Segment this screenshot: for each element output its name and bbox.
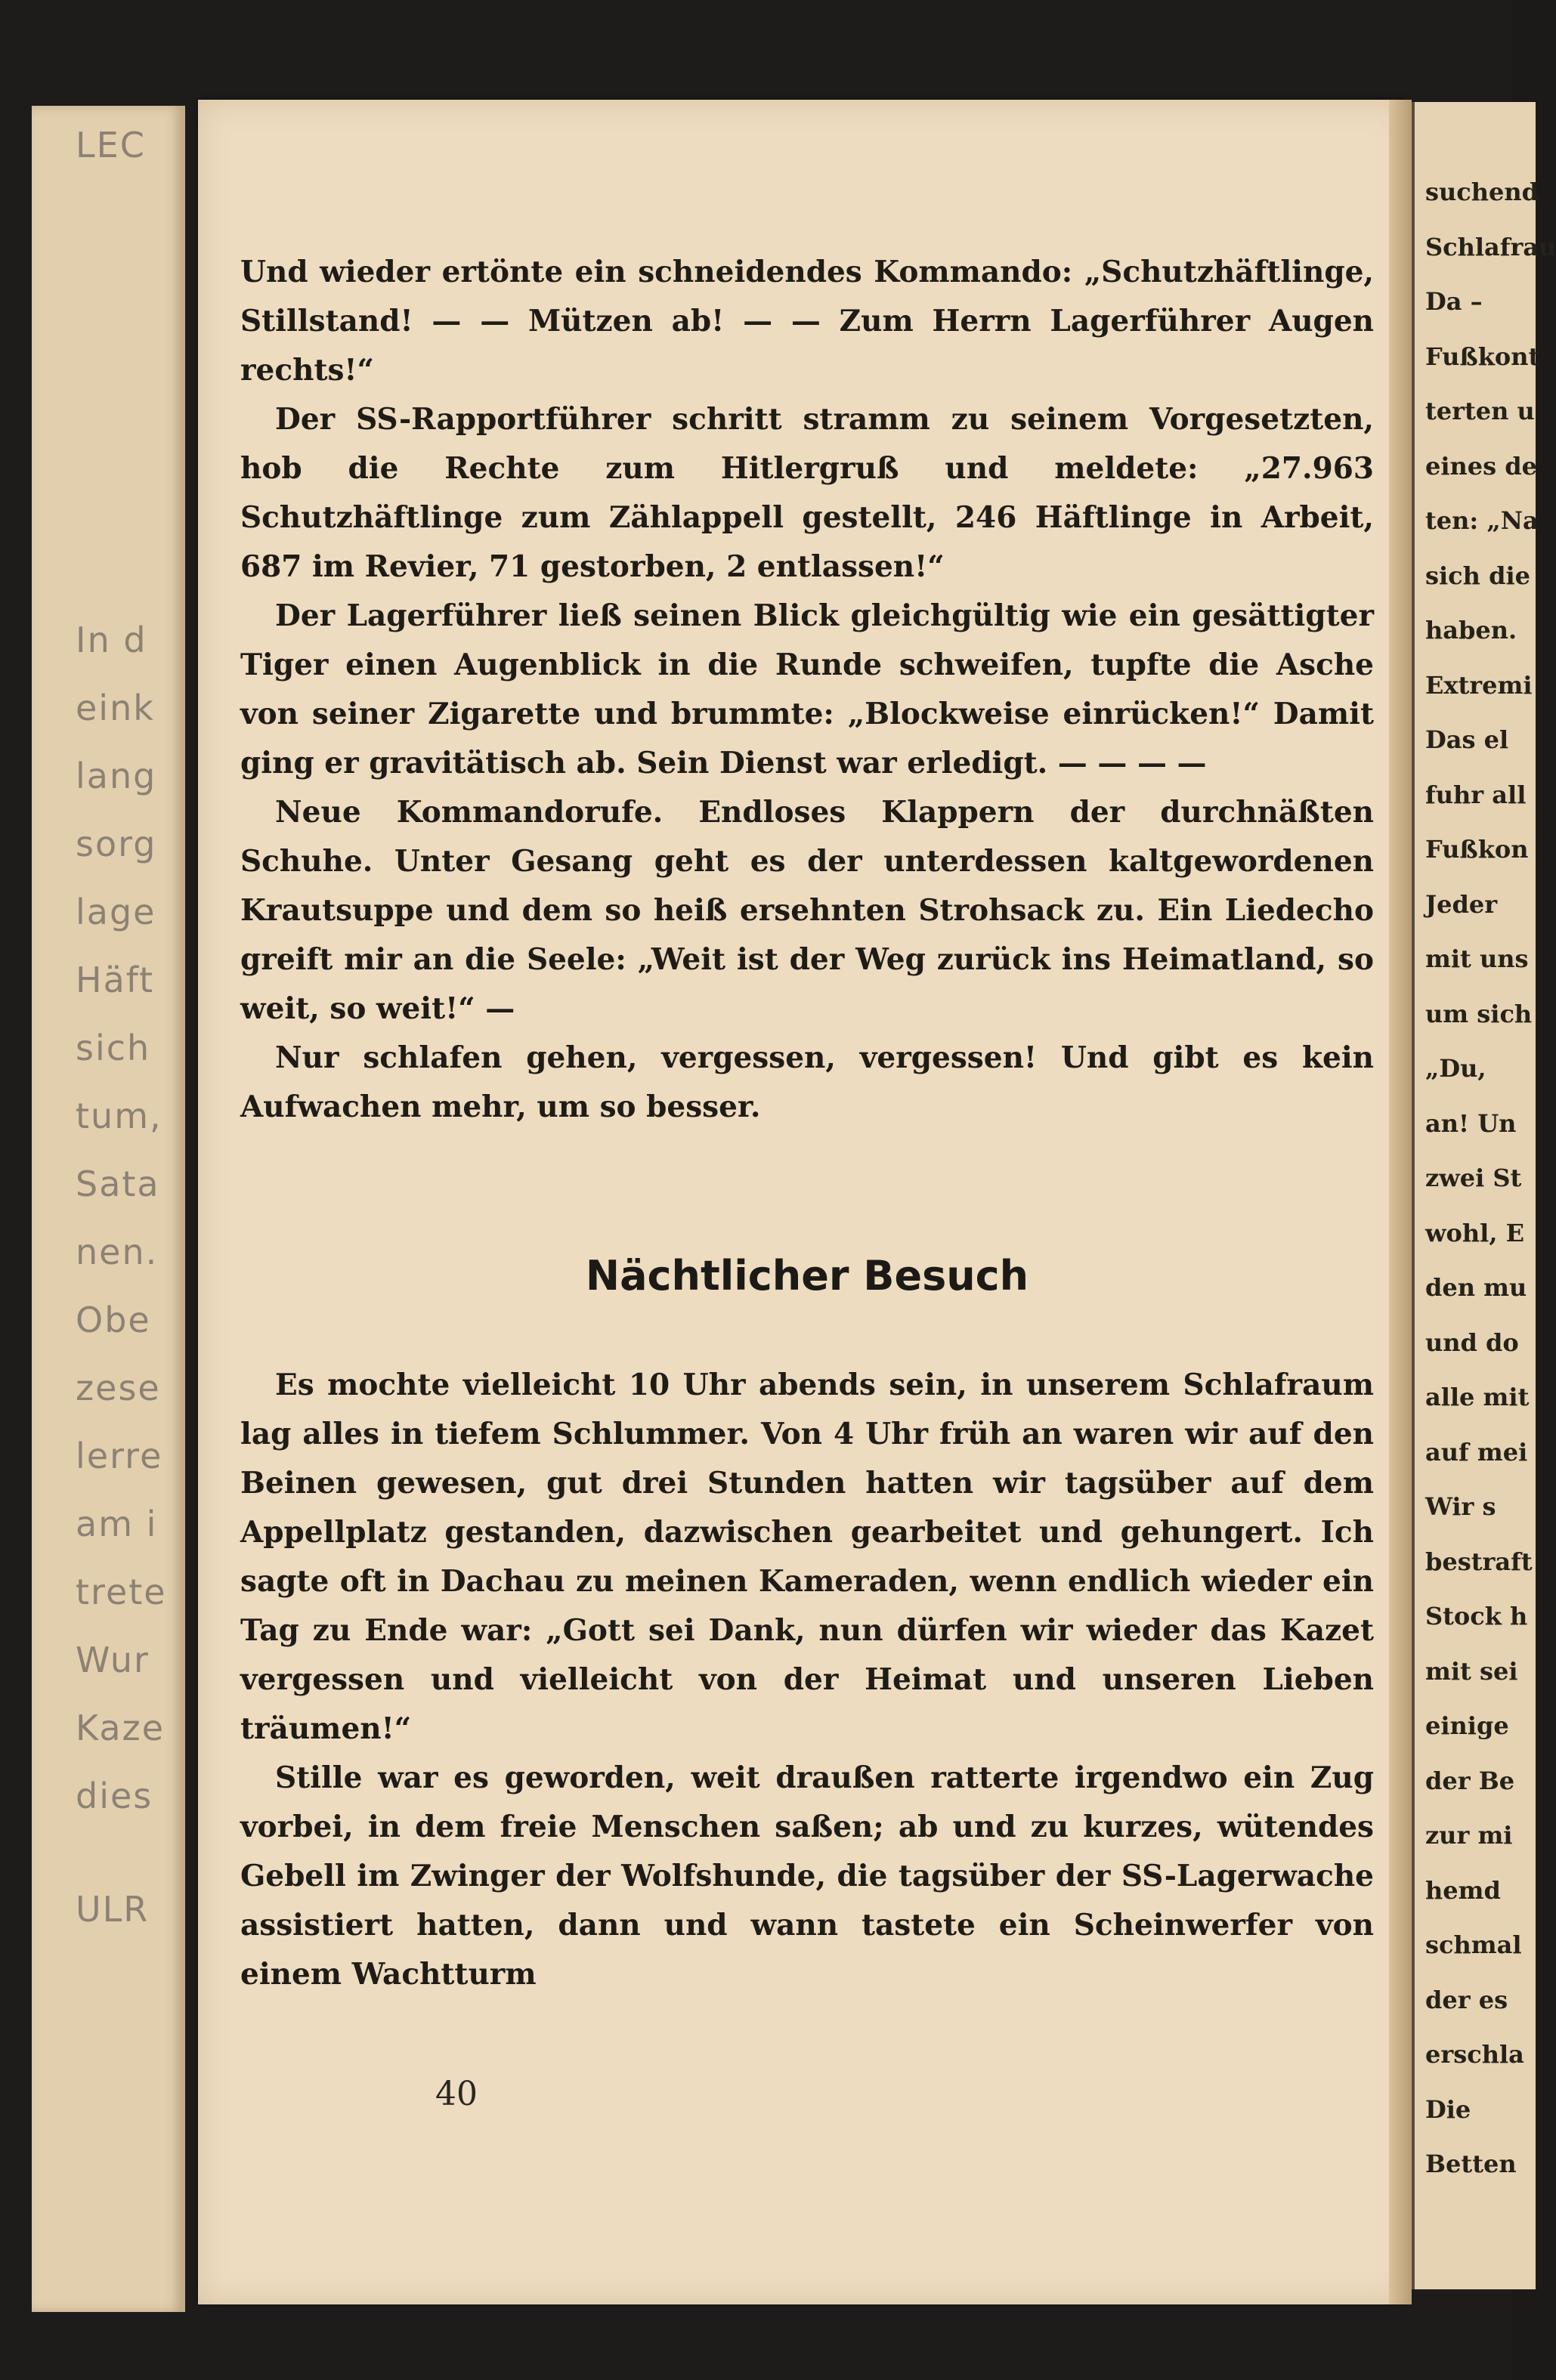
right-page-text-fragment: wohl, E xyxy=(1425,1218,1524,1247)
right-page-text-fragment: Extremi xyxy=(1425,670,1533,700)
paragraph: Der SS-Rapportführer schritt stramm zu seinem Vorgesetzten, hob die Rechte zum Hitlergruß und meldete: „27.963 Schutzhäftlinge zum Zählappell gestellt, 246 Häftlinge in Arbeit, 687 im Revier, 71 gestorben, 2 entlassen!“ xyxy=(240,402,1374,584)
left-page-text-fragment: Obe xyxy=(76,1300,151,1340)
left-page-text-fragment: zese xyxy=(76,1368,161,1408)
paragraph: Stille war es geworden, weit draußen ratterte irgendwo ein Zug vorbei, in dem freie Menschen saßen; ab und zu kurzes, wütendes Gebell im Zwinger der Wolfshunde, die tagsüber der SS-Lagerwache assistiert hatten, dann und wann tastete ein Scheinwerfer von einem Wachtturm xyxy=(240,1760,1374,1992)
paragraph: Nur schlafen gehen, vergessen, vergessen! Und gibt es kein Aufwachen mehr, um so besser. xyxy=(240,1040,1374,1124)
right-page-text-fragment: Das el xyxy=(1425,725,1509,754)
right-page-text-fragment: einige xyxy=(1425,1711,1509,1740)
chapter-heading: Nächtlicher Besuch xyxy=(585,1252,1029,1300)
right-page-text-fragment: der es xyxy=(1425,1985,1508,2014)
right-page-text-fragment: zur mi xyxy=(1425,1821,1513,1850)
book-gutter xyxy=(1389,100,1412,2304)
right-page-text-fragment: schmal xyxy=(1425,1930,1522,1959)
right-page-text-fragment: der Be xyxy=(1425,1766,1515,1795)
right-page-text-fragment: fuhr all xyxy=(1425,780,1527,809)
left-page-text-fragment: sich xyxy=(76,1028,151,1068)
right-page-text-fragment: „Du, xyxy=(1425,1054,1486,1083)
right-page-text-fragment: mit uns xyxy=(1425,944,1529,973)
right-page-text-fragment: eines de xyxy=(1425,451,1538,481)
right-page-text-fragment: sich die xyxy=(1425,561,1530,590)
right-page-text-fragment: den mu xyxy=(1425,1273,1527,1302)
right-page-edge xyxy=(1412,102,1556,2289)
left-page-text-fragment: eink xyxy=(76,688,155,728)
right-page-text-fragment: Schlafrau xyxy=(1425,232,1556,261)
right-page-text-fragment: mit sei xyxy=(1425,1656,1518,1686)
left-page-text-fragment: In d xyxy=(76,620,147,660)
right-page-text-fragment: Stock h xyxy=(1425,1602,1528,1630)
right-page-text-fragment: Die xyxy=(1425,2094,1471,2124)
left-page-text-fragment: LEC xyxy=(76,125,146,165)
right-page-text-fragment: zwei St xyxy=(1425,1164,1522,1192)
left-page-text-fragment: am i xyxy=(76,1504,158,1544)
paragraph: Der Lagerführer ließ seinen Blick gleichgültig wie ein gesättigter Tiger einen Augenblick in die Runde schweifen, tupfte die Asche von seiner Zigarette und brummte: „Blockweise einrücken!“ Damit ging er gravitätisch ab. Sein Dienst war erledigt. — — — — xyxy=(240,598,1374,780)
right-page-text-fragment: und do xyxy=(1425,1328,1519,1357)
left-page-text-fragment: tum, xyxy=(76,1096,162,1136)
left-page-text-fragment: Wur xyxy=(76,1640,150,1680)
paragraph: Und wieder ertönte ein schneidendes Kommando: „Schutzhäftlinge, Stillstand! — — Mützen ab! — — Zum Herrn Lagerführer Augen rechts!“ xyxy=(240,255,1374,388)
right-page-text-fragment: an! Un xyxy=(1425,1108,1517,1138)
right-page-text-fragment: Betten xyxy=(1425,2150,1517,2178)
right-page-text-fragment: haben. xyxy=(1425,616,1517,644)
page-number: 40 xyxy=(435,2075,478,2113)
right-page-text-fragment: ten: „Na xyxy=(1425,506,1539,535)
right-page-text-fragment: auf mei xyxy=(1425,1437,1528,1467)
paragraph: Es mochte vielleicht 10 Uhr abends sein, in unserem Schlafraum lag alles in tiefem Schlummer. Von 4 Uhr früh an waren wir auf den Beinen gewesen, gut drei Stunden hatten wir tagsüber auf dem Appellplatz gestanden, dazwischen gearbeitet und gehungert. Ich sagte oft in Dachau zu meinen Kameraden, wenn endlich wieder ein Tag zu Ende war: „Gott sei Dank, nun dürfen wir wieder das Kazet vergessen und vielleicht von der Heimat und unseren Lieben träumen!“ xyxy=(240,1368,1374,1746)
left-page-text-fragment: trete xyxy=(76,1572,167,1612)
right-page-text-fragment: Fußkont xyxy=(1425,342,1540,371)
left-page-edge xyxy=(32,106,185,2312)
right-page-text-fragment: Wir s xyxy=(1425,1492,1496,1521)
right-page-text-fragment: Da – xyxy=(1425,287,1483,316)
right-page-text-fragment: bestraft xyxy=(1425,1547,1533,1576)
right-page-text-fragment: Jeder xyxy=(1425,889,1498,919)
left-page-text-fragment: Sata xyxy=(76,1164,160,1204)
left-page-text-fragment: ULR xyxy=(76,1889,150,1930)
right-page-text-fragment: terten u xyxy=(1425,397,1535,425)
page-body xyxy=(240,248,1374,1999)
right-page-text-fragment: hemd xyxy=(1425,1875,1501,1905)
left-page-text-fragment: nen. xyxy=(76,1232,159,1272)
right-page-text-fragment: suchend xyxy=(1425,178,1539,206)
left-page-text-fragment: Häft xyxy=(76,960,155,1000)
right-page-text-fragment: um sich xyxy=(1425,999,1533,1028)
paragraph: Neue Kommandorufe. Endloses Klappern der durchnäßten Schuhe. Unter Gesang geht es der unterdessen kaltgewordenen Krautsuppe und dem so heiß ersehnten Strohsack zu. Ein Liedecho greift mir an die Seele: „Weit ist der Weg zurück ins Heimatland, so weit, so weit!“ — xyxy=(240,795,1374,1026)
left-page-text-fragment: lage xyxy=(76,892,156,932)
right-page-text-fragment: Fußkon xyxy=(1425,835,1529,864)
right-page-text-fragment: alle mit xyxy=(1425,1383,1530,1411)
left-page-text-fragment: dies xyxy=(76,1776,153,1816)
left-page-text-fragment: lerre xyxy=(76,1436,163,1476)
left-page-text-fragment: lang xyxy=(76,756,157,796)
right-page-text-fragment: erschla xyxy=(1425,2040,1524,2069)
left-page-text-fragment: sorg xyxy=(76,824,157,864)
left-page-text-fragment: Kaze xyxy=(76,1708,165,1748)
